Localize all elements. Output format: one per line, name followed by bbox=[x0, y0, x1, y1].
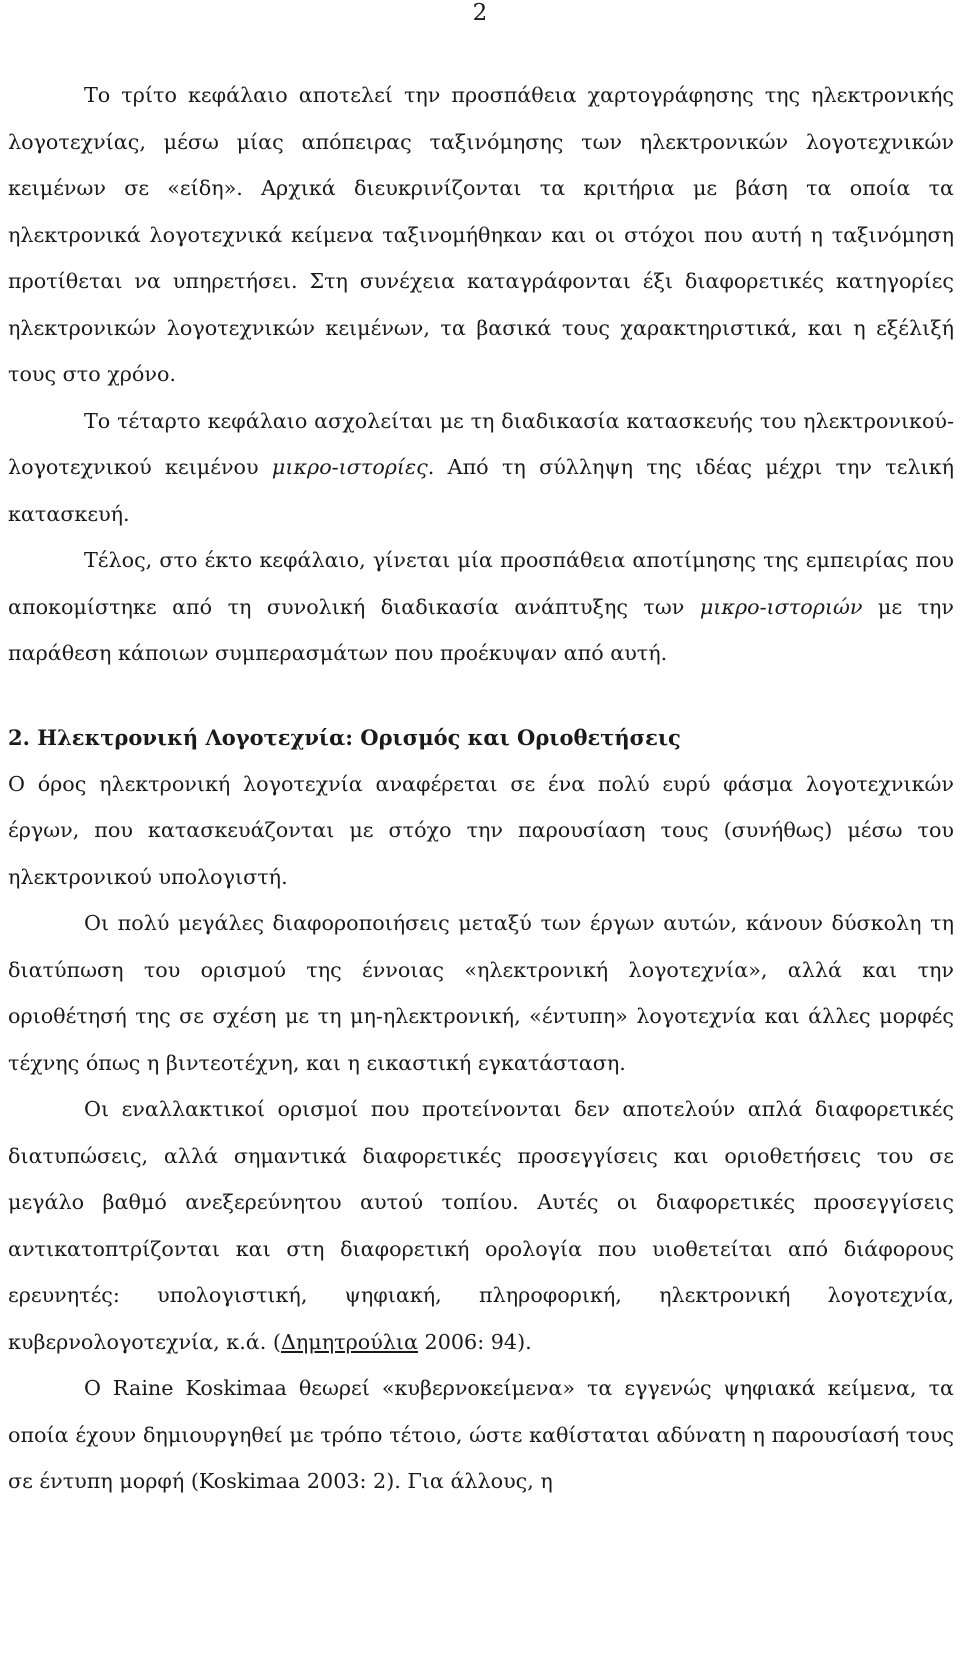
paragraph-differences: Οι πολύ μεγάλες διαφοροποιήσεις μεταξύ των έργων αυτών, κάνουν δύσκολη τη διατύπωση του ορισμού της έννοιας «ηλεκτρονική λογοτεχνία», αλλά και την οριοθέτησή της σε σχέση με τη μη-ηλεκτρονική, «έντυπη» λογοτεχνία και άλλες μορφές τέχνης όπως η βιντεοτέχνη, και η εικαστική εγκατάσταση. bbox=[8, 911, 954, 1075]
paragraph-text: 2006: 94). bbox=[417, 1329, 532, 1354]
paragraph-text: Οι εναλλακτικοί ορισμοί που προτείνονται δεν αποτελούν απλά διαφορετικές διατυπώσεις, αλλά σημαντικά διαφορετικές προσεγγίσεις και οριοθετήσεις του σε μεγάλο βαθμό ανεξερεύνητου αυτού τοπίου. Αυτές οι διαφορετικές προσεγγίσεις αντικατοπτρίζονται και στη διαφορετική ορολογία που υιοθετείται από διάφορους ερευνητές: υπολογιστική, ψηφιακή, πληροφορική, ηλεκτρονική λογοτεχνία, κυβερνολογοτεχνία, κ.ά. ( bbox=[8, 1097, 954, 1354]
citation-link[interactable]: Δημητρούλια bbox=[280, 1329, 418, 1354]
paragraph-chapter-three: Το τρίτο κεφάλαιο αποτελεί την προσπάθεια χαρτογράφησης της ηλεκτρονικής λογοτεχνίας, μέσω μίας απόπειρας ταξινόμησης των ηλεκτρονικών λογοτεχνικών κειμένων σε «είδη». Αρχικά διευκρινίζονται τα κριτήρια με βάση τα οποία τα ηλεκτρονικά λογοτεχνικά κείμενα ταξινομήθηκαν και οι στόχοι που αυτή η ταξινόμηση προτίθεται να υπηρετήσει. Στη συνέχεια καταγράφονται έξι διαφορετικές κατηγορίες ηλεκτρονικών λογοτεχνικών κειμένων, τα βασικά τους χαρακτηριστικά, και η εξέλιξή τους στο χρόνο. bbox=[8, 83, 954, 386]
paragraph-text: με την παράθεση κάποιων συμπερασμάτων που προέκυψαν από αυτή. bbox=[8, 594, 955, 665]
document-body bbox=[8, 72, 954, 1505]
paragraph-text: . Από τη σύλληψη της ιδέας μέχρι την τελική κατασκευή. bbox=[8, 455, 954, 526]
paragraph-alternative-definitions bbox=[8, 1086, 954, 1365]
paragraph-definition: Ο όρος ηλεκτρονική λογοτεχνία αναφέρεται σε ένα πολύ ευρύ φάσμα λογοτεχνικών έργων, που κατασκευάζονται με στόχο την παρουσίαση τους (συνήθως) μέσω του ηλεκτρονικού υπολογιστή. bbox=[8, 771, 954, 889]
paragraph-koskimaa: Ο Raine Koskimaa θεωρεί «κυβερνοκείμενα» τα εγγενώς ψηφιακά κείμενα, τα οποία έχουν δημιουργηθεί με τρόπο τέτοιο, ώστε καθίσταται αδύνατη η παρουσίασή τους σε έντυπη μορφή (Koskimaa 2003: 2). Για άλλους, η bbox=[8, 1376, 954, 1493]
paragraph-chapter-four bbox=[8, 398, 954, 538]
paragraph-text: Τέλος, στο έκτο κεφάλαιο, γίνεται μία προσπάθεια αποτίμησης της εμπειρίας που αποκομίστηκε από τη συνολική διαδικασία ανάπτυξης των bbox=[8, 548, 954, 619]
paragraph-chapter-six bbox=[8, 537, 954, 677]
italic-title: μικρο-ιστορίες bbox=[271, 455, 428, 479]
paragraph-text: Το τέταρτο κεφάλαιο ασχολείται με τη διαδικασία κατασκευής του ηλεκτρονικού-λογοτεχνικού κειμένου bbox=[8, 408, 954, 479]
page-number: 2 bbox=[472, 0, 488, 26]
italic-title: μικρο-ιστοριών bbox=[699, 594, 863, 619]
section-heading: 2. Ηλεκτρονική Λογοτεχνία: Ορισμός και Οριοθετήσεις bbox=[8, 724, 681, 750]
